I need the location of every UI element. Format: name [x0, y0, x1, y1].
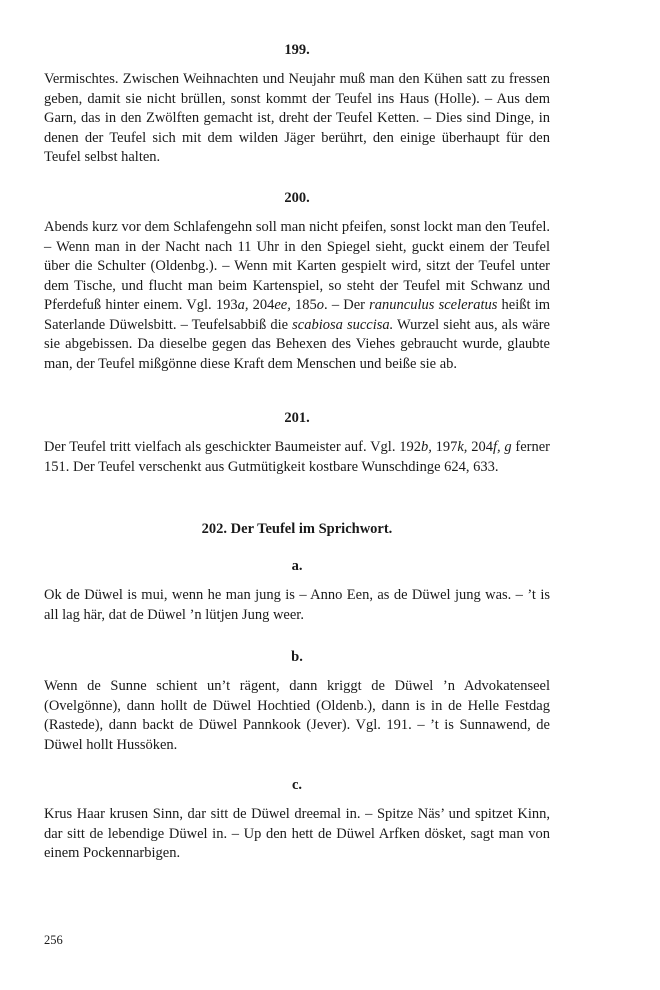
- subsection-202c-text: Krus Haar krusen Sinn, dar sitt de Düwel dreemal in. – Spitze Näs’ und spitzet Kinn, dar sitt de lebendige Düwel in. – Up den hett de Düwel Arfken dösket, sagt man von einem Pockennarbigen.: [44, 806, 550, 861]
- subsection-202a-text: Ok de Düwel is mui, wenn he man jung is – Anno Een, as de Düwel jung was. – ’t is all lag här, dat de Düwel ’n lütjen Jung weer.: [44, 587, 550, 623]
- section-199: [44, 41, 550, 168]
- section-heading-200: 200.: [284, 190, 310, 206]
- subsection-letter-b: b.: [291, 649, 303, 665]
- latin-term-ranunculus: ranunculus sceleratus: [369, 297, 498, 313]
- subsection-202c: [44, 776, 550, 864]
- section-heading-202: 202. Der Teufel im Sprichwort.: [201, 521, 393, 537]
- subsection-letter-c: c.: [291, 777, 303, 793]
- section-heading-199: 199.: [284, 42, 310, 58]
- section-201: [44, 409, 550, 477]
- subsection-202a: [44, 557, 550, 625]
- subsection-202b: [44, 648, 550, 755]
- section-200: [44, 189, 550, 374]
- latin-term-scabiosa: scabiosa succisa.: [292, 316, 394, 333]
- page-number: 256: [44, 933, 63, 947]
- subsection-letter-a: a.: [291, 558, 303, 574]
- section-heading-201: 201.: [284, 410, 310, 426]
- section-201-text: Der Teufel tritt vielfach als geschickter Baumeister auf. Vgl. 192b, 197k, 204f, g ferner 151. Der Teufel verschenkt aus Gutmütigkeit kostbare Wunschdinge 624, 633.: [44, 439, 550, 475]
- subsection-202b-text: Wenn de Sunne schient un’t rägent, dann kriggt de Düwel ’n Advokatenseel (Ovelgönne), dann hollt de Düwel Hochtied (Oldenb.), dann is in de Helle Festdag (Rastede), dann backt de Düwel Pannkook (Jever). Vgl. 191. – ’t is Sunnawend, de Düwel hollt Hussöken.: [44, 678, 550, 753]
- section-199-text: Vermischtes. Zwischen Weihnachten und Neujahr muß man den Kühen satt zu fressen geben, damit sie nicht brüllen, sonst kommt der Teufel ins Haus (Holle). – Aus dem Garn, das in den Zwölften gemacht ist, dreht der Teufel Ketten. – Dies sind Dinge, in denen der Teufel sich mit dem wilden Jäger berührt, den einige überhaupt für den Teufel selbst halten.: [44, 71, 550, 165]
- section-202: [44, 520, 550, 538]
- section-200-text: Abends kurz vor dem Schlafengehn soll man nicht pfeifen, sonst lockt man den Teufel. – Wenn man in der Nacht nach 11 Uhr in den Spiegel sieht, guckt einem der Teufel über die Schulter (Oldenbg.). – Wenn mit Karten gespielt wird, sitzt der Teufel unter dem Tische, und flucht man beim Kartenspiel, so steht der Teufel mit Schwanz und Pferdefuß hinter einem. Vgl. 193a, 204ee, 185o. – Der ranunculus sceleratus heißt im Saterlande Düwelsbitt. – Teufelsabbiß die scabiosa succisa. Wurzel sieht aus, als wäre sie abgebissen. Da dieselbe gegen das Behexen des Viehes gebraucht wurde, glaubte man, der Teufel mißgönne diese Kraft dem Menschen und beiße sie ab.: [44, 219, 551, 372]
